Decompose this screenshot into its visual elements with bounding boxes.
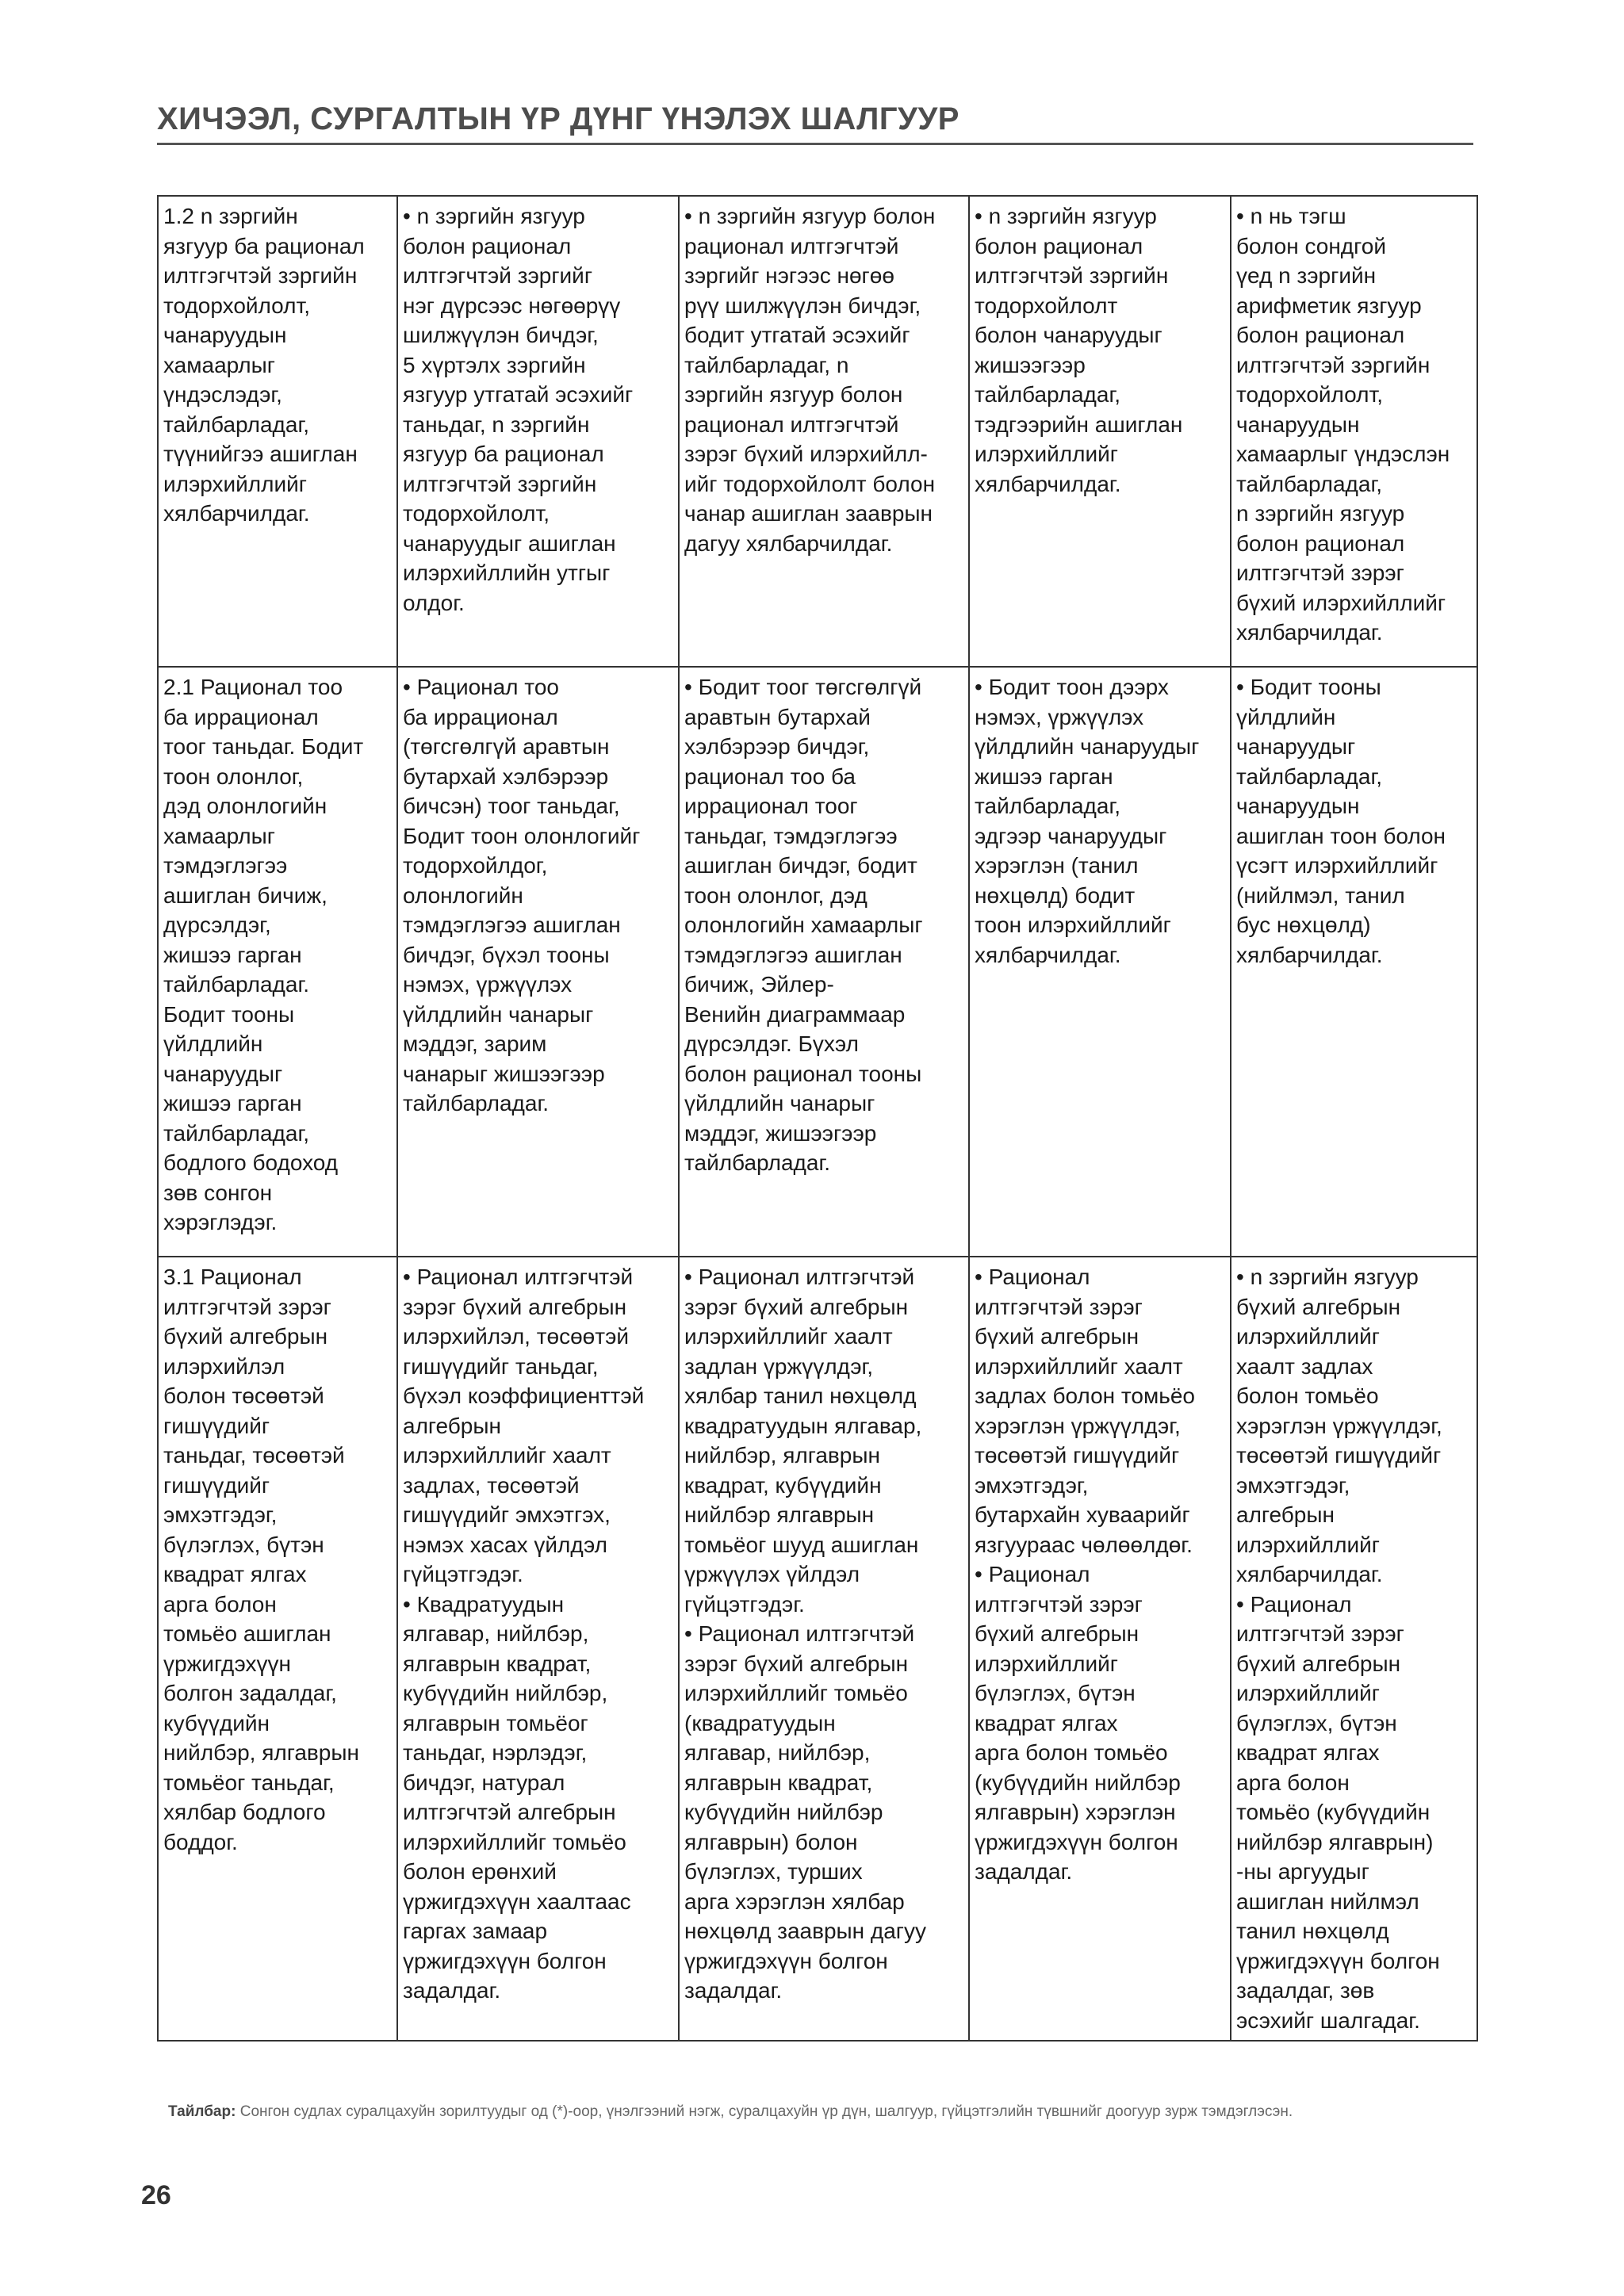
table-cell-level-4: • n зэргийн язгуур бүхий алгебрын илэрхийллийг хаалт задлах болон томьёо хэрэглэн үржүүлдэг, төсөөтэй гишүүдийг эмхэтгэдэг, алгебрын илэрхийллийг хялбарчилдаг. • Рационал илтгэгчтэй зэрэг бүхий алгебрын илэрхийллийг бүлэглэх, бүтэн квадрат ялгах арга болон томьёо (кубүүдийн нийлбэр ялгаврын) -ны аргуудыг ашиглан нийлмэл танил нөхцөлд үржигдэхүүн болгон задалдаг, зөв эсэхийг шалгадаг. xyxy=(1231,1257,1477,2041)
table-cell-level-1: • n зэргийн язгуур болон рационал илтгэгчтэй зэргийг нэг дүрсээс нөгөөрүү шилжүүлэн бичдэг, 5 хүртэлх зэргийн язгуур утгатай эсэхийг таньдаг, n зэргийн язгуур ба рационал илтгэгчтэй зэргийн тодорхойлолт, чанаруудыг ашиглан илэрхийллийн утгыг олдог. xyxy=(397,196,679,667)
page-number: 26 xyxy=(141,2180,171,2210)
table-cell-level-1: • Рационал илтгэгчтэй зэрэг бүхий алгебрын илэрхийлэл, төсөөтэй гишүүдийг таньдаг, бүхэл коэффициенттэй алгебрын илэрхийллийг хаалт задлах, төсөөтэй гишүүдийг эмхэтгэх, нэмэх хасах үйлдэл гүйцэтгэдэг. • Квадратуудын ялгавар, нийлбэр, ялгаврын квадрат, кубүүдийн нийлбэр, ялгаврын томьёог таньдаг, нэрлэдэг, бичдэг, натурал илтгэгчтэй алгебрын илэрхийллийг томьёо болон ерөнхий үржигдэхүүн хаалтаас гаргах замаар үржигдэхүүн болгон задалдаг. xyxy=(397,1257,679,2041)
table-cell-level-3: • Рационал илтгэгчтэй зэрэг бүхий алгебрын илэрхийллийг хаалт задлах болон томьёо хэрэглэн үржүүлдэг, төсөөтэй гишүүдийг эмхэтгэдэг, бутархайн хуваарийг язгуураас чөлөөлдөг. • Рационал илтгэгчтэй зэрэг бүхий алгебрын илэрхийллийг бүлэглэх, бүтэн квадрат ялгах арга болон томьёо (кубүүдийн нийлбэр ялгаврын) хэрэглэн үржигдэхүүн болгон задалдаг. xyxy=(969,1257,1231,2041)
footnote-text: Сонгон судлах суралцахуйн зорилтуудыг од (*)-оор, үнэлгээний нэгж, суралцахуйн үр дүн, шалгуур, гүйцэтгэлийн түвшнийг доогуур зурж тэмдэглэсэн. xyxy=(236,2103,1293,2120)
table-cell-level-1: • Рационал тоо ба иррационал (төгсгөлгүй аравтын бутархай хэлбэрээр бичсэн) тоог таньдаг, Бодит тоон олонлогийг тодорхойлдог, олонлогийн тэмдэглэгээ ашиглан бичдэг, бүхэл тооны нэмэх, үржүүлэх үйлдлийн чанарыг мэддэг, зарим чанарыг жишээгээр тайлбарладаг. xyxy=(397,667,679,1257)
table-row xyxy=(158,667,1477,1257)
criteria-table xyxy=(157,195,1478,2042)
table-cell-objective: 2.1 Рационал тоо ба иррационал тоог таньдаг. Бодит тоон олонлог, дэд олонлогийн хамаарлыг тэмдэглэгээ ашиглан бичиж, дүрсэлдэг, жишээ гарган тайлбарладаг. Бодит тооны үйлдлийн чанаруудыг жишээ гарган тайлбарладаг, бодлого бодоход зөв сонгон хэрэглэдэг. xyxy=(158,667,397,1257)
page-title: ХИЧЭЭЛ, СУРГАЛТЫН ҮР ДҮНГ ҮНЭЛЭХ ШАЛГУУР xyxy=(157,101,959,136)
table-cell-level-2: • n зэргийн язгуур болон рационал илтгэгчтэй зэргийг нэгээс нөгөө рүү шилжүүлэн бичдэг, бодит утгатай эсэхийг тайлбарладаг, n зэргийн язгуур болон рационал илтгэгчтэй зэрэг бүхий илэрхийлл- ийг тодорхойлолт болон чанар ашиглан зааврын дагуу хялбарчилдаг. xyxy=(679,196,969,667)
table-cell-objective: 1.2 n зэргийн язгуур ба рационал илтгэгчтэй зэргийн тодорхойлолт, чанаруудын хамаарлыг үндэслэдэг, тайлбарладаг, түүнийгээ ашиглан илэрхийллийг хялбарчилдаг. xyxy=(158,196,397,667)
table-cell-level-3: • n зэргийн язгуур болон рационал илтгэгчтэй зэргийн тодорхойлолт болон чанаруудыг жишээгээр тайлбарладаг, тэдгээрийн ашиглан илэрхийллийг хялбарчилдаг. xyxy=(969,196,1231,667)
header-rule xyxy=(157,143,1473,145)
footnote xyxy=(168,2103,1293,2121)
table-cell-level-3: • Бодит тоон дээрх нэмэх, үржүүлэх үйлдлийн чанаруудыг жишээ гарган тайлбарладаг, эдгээр чанаруудыг хэрэглэн (танил нөхцөлд) бодит тоон илэрхийллийг хялбарчилдаг. xyxy=(969,667,1231,1257)
table-cell-level-2: • Бодит тоог төгсгөлгүй аравтын бутархай хэлбэрээр бичдэг, рационал тоо ба иррационал тоог таньдаг, тэмдэглэгээ ашиглан бичдэг, бодит тоон олонлог, дэд олонлогийн хамаарлыг тэмдэглэгээ ашиглан бичиж, Эйлер- Венийн диаграммаар дүрсэлдэг. Бүхэл болон рационал тооны үйлдлийн чанарыг мэддэг, жишээгээр тайлбарладаг. xyxy=(679,667,969,1257)
table-cell-level-2: • Рационал илтгэгчтэй зэрэг бүхий алгебрын илэрхийллийг хаалт задлан үржүүлдэг, хялбар танил нөхцөлд квадратуудын ялгавар, нийлбэр, ялгаврын квадрат, кубүүдийн нийлбэр ялгаврын томьёог шууд ашиглан үржүүлэх үйлдэл гүйцэтгэдэг. • Рационал илтгэгчтэй зэрэг бүхий алгебрын илэрхийллийг томьёо (квадратуудын ялгавар, нийлбэр, ялгаврын квадрат, кубүүдийн нийлбэр ялгаврын) болон бүлэглэх, турших арга хэрэглэн хялбар нөхцөлд зааврын дагуу үржигдэхүүн болгон задалдаг. xyxy=(679,1257,969,2041)
footnote-label: Тайлбар: xyxy=(168,2103,236,2120)
table-row xyxy=(158,196,1477,667)
table-cell-level-4: • Бодит тооны үйлдлийн чанаруудыг тайлбарладаг, чанаруудын ашиглан тоон болон үсэгт илэрхийллийг (нийлмэл, танил бус нөхцөлд) хялбарчилдаг. xyxy=(1231,667,1477,1257)
table-cell-objective: 3.1 Рационал илтгэгчтэй зэрэг бүхий алгебрын илэрхийлэл болон төсөөтэй гишүүдийг таньдаг, төсөөтэй гишүүдийг эмхэтгэдэг, бүлэглэх, бүтэн квадрат ялгах арга болон томьёо ашиглан үржигдэхүүн болгон задалдаг, кубүүдийн нийлбэр, ялгаврын томьёог таньдаг, хялбар бодлого боддог. xyxy=(158,1257,397,2041)
table-row xyxy=(158,1257,1477,2041)
table-cell-level-4: • n нь тэгш болон сондгой үед n зэргийн арифметик язгуур болон рационал илтгэгчтэй зэргийн тодорхойлолт, чанаруудын хамаарлыг үндэслэн тайлбарладаг, n зэргийн язгуур болон рационал илтгэгчтэй зэрэг бүхий илэрхийллийг хялбарчилдаг. xyxy=(1231,196,1477,667)
